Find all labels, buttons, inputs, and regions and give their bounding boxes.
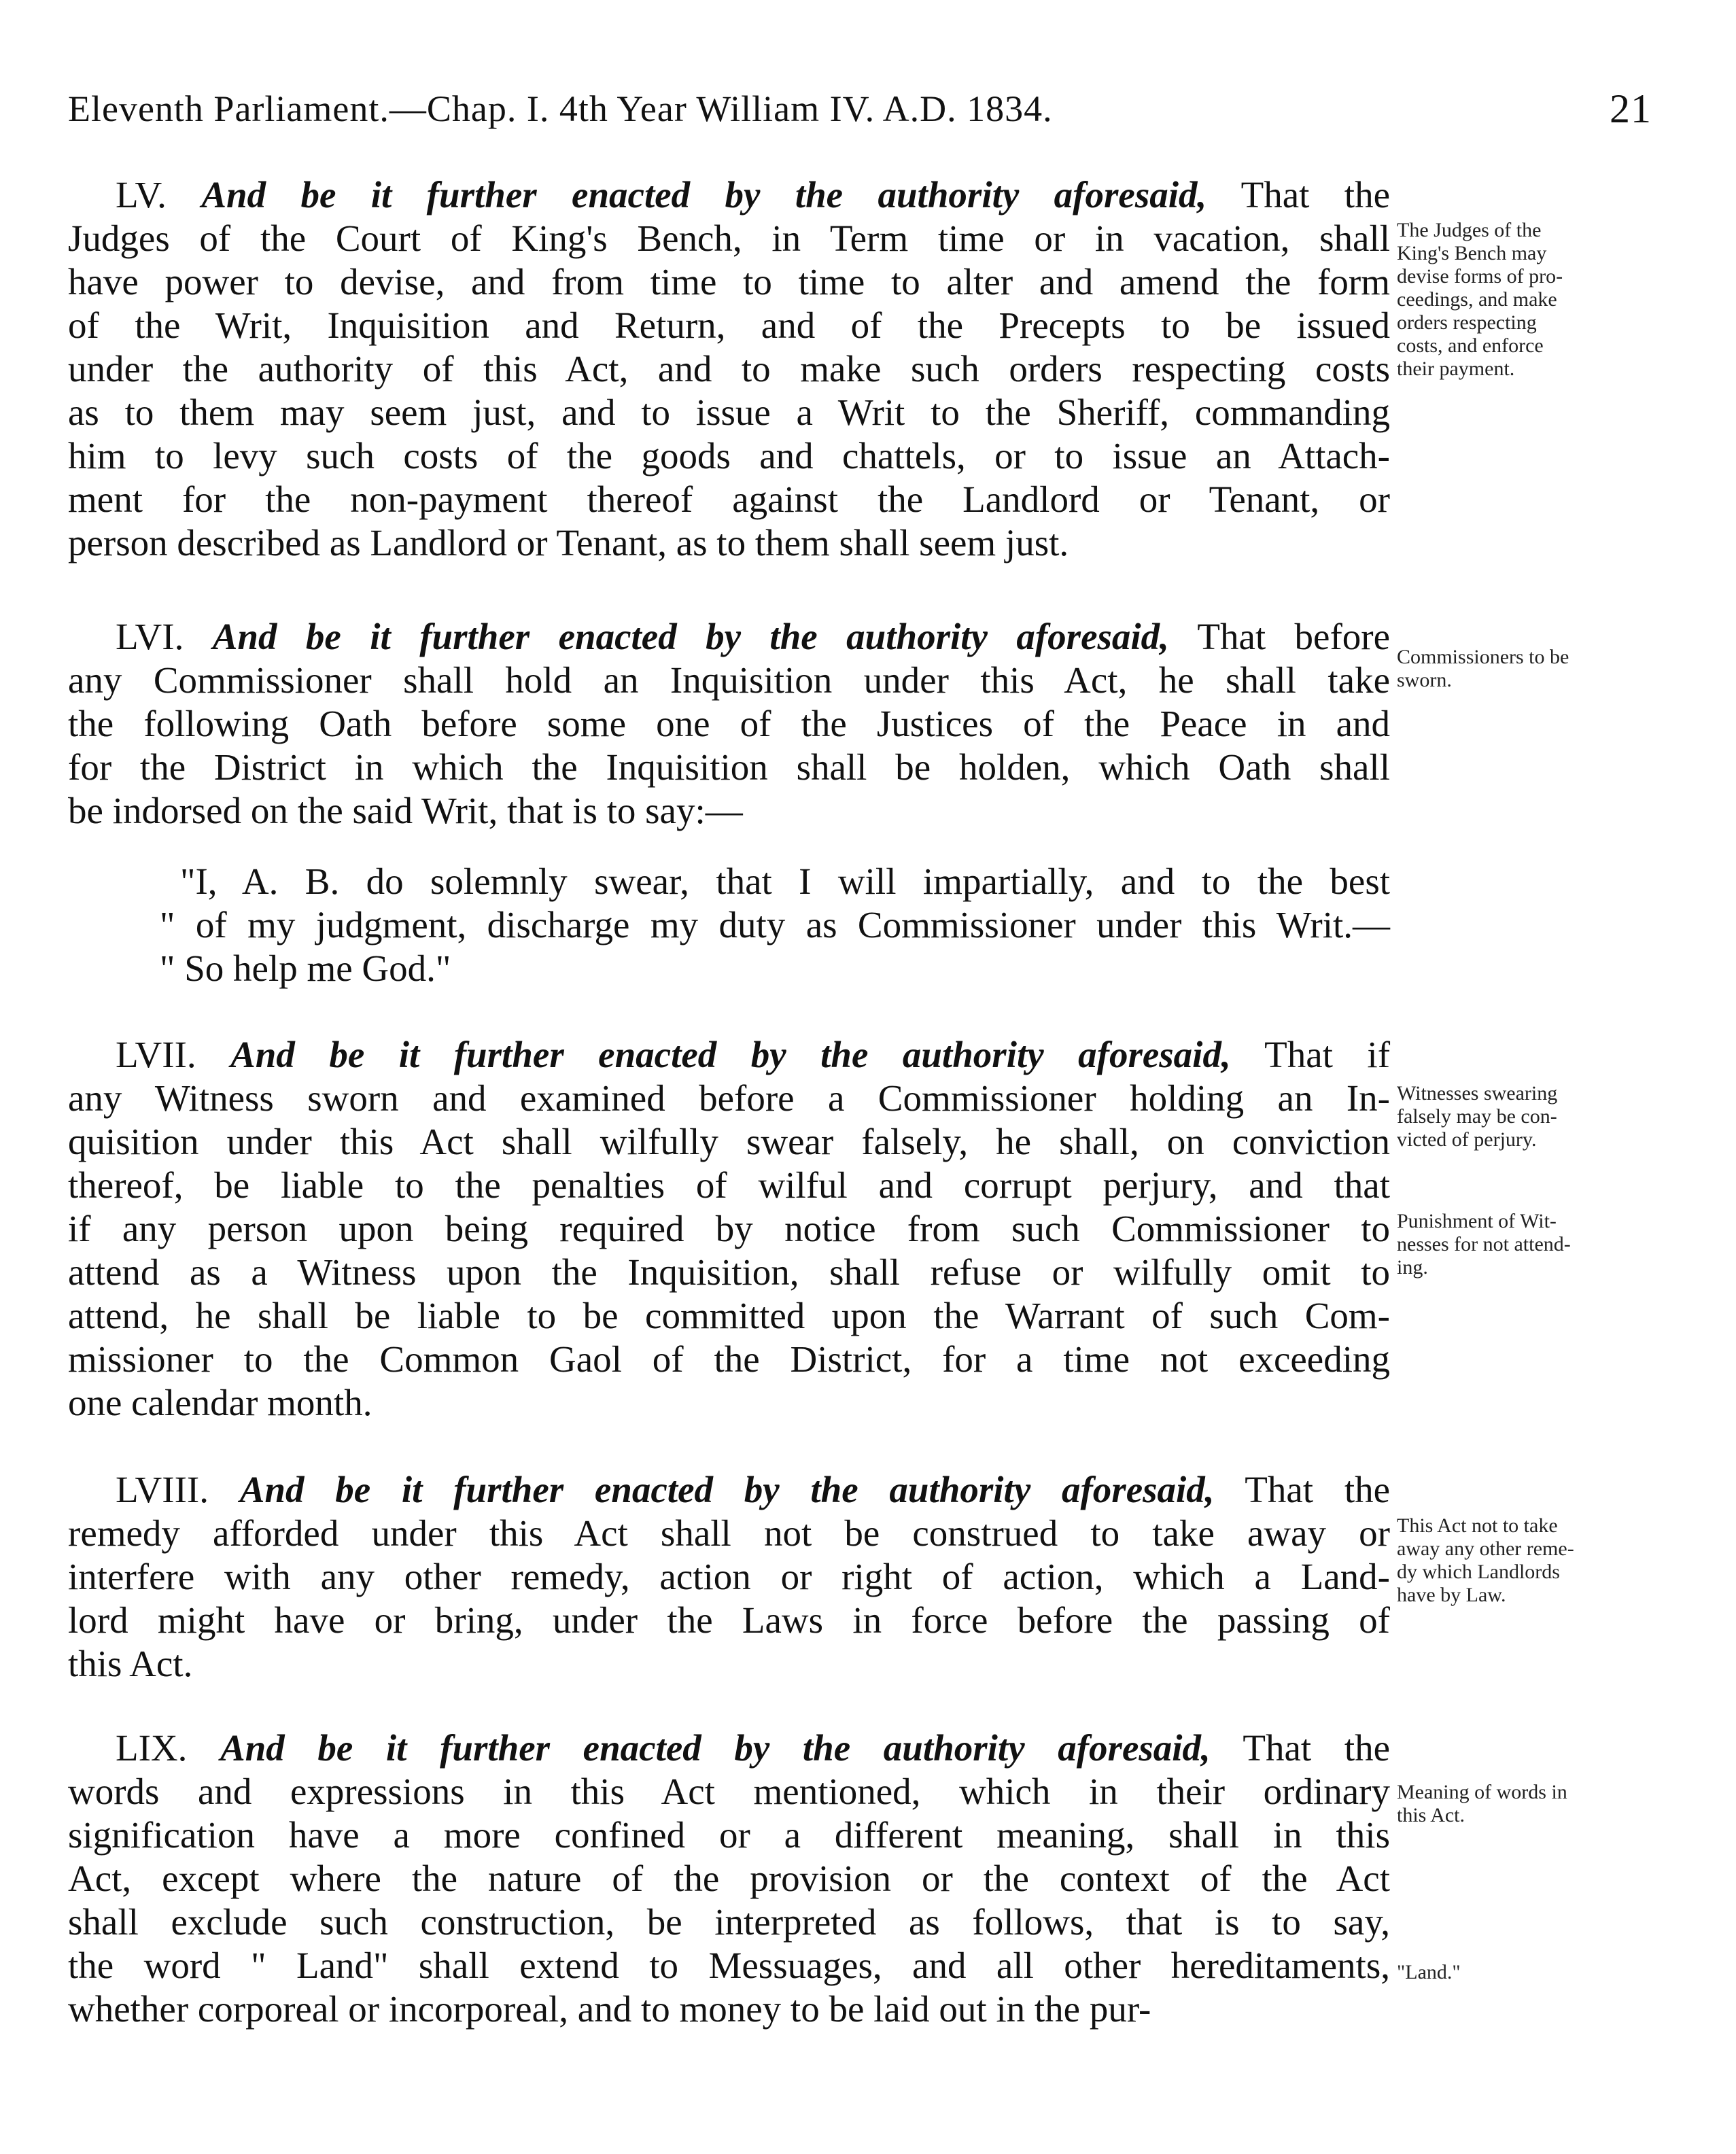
first-line-rest: That the <box>1243 1727 1391 1769</box>
text-line: ment for the non-payment thereof against the Landlord or Tenant, or <box>68 479 1390 520</box>
margin-note-line: King's Bench may <box>1397 242 1547 264</box>
text-line: Judges of the Court of King's Bench, in Term time or in vacation, shall <box>68 218 1390 259</box>
section-first-line <box>68 1468 1390 1512</box>
enacting-clause: And be it further enacted by the authority aforesaid, <box>220 1727 1211 1769</box>
page-number: 21 <box>1610 86 1652 131</box>
text-line: the following Oath before some one of the Justices of the Peace in and <box>68 703 1390 744</box>
section-first-line <box>68 1726 1390 1770</box>
text-line: person described as Landlord or Tenant, as to them shall seem just. <box>68 522 1069 563</box>
first-line-rest: That before <box>1197 616 1391 657</box>
section-number: LVI. <box>116 616 184 657</box>
margin-note-line: This Act not to take <box>1397 1514 1558 1537</box>
text-line: if any person upon being required by notice from such Commissioner to <box>68 1208 1390 1249</box>
text-line: him to levy such costs of the goods and chattels, or to issue an Attach- <box>68 435 1390 476</box>
text-line: as to them may seem just, and to issue a Writ to the Sheriff, commanding <box>68 392 1390 433</box>
enacting-clause: And be it further enacted by the authority aforesaid, <box>230 1034 1231 1075</box>
text-line: one calendar month. <box>68 1382 372 1423</box>
text-line: missioner to the Common Gaol of the District, for a time not exceeding <box>68 1338 1390 1380</box>
first-line-rest: That if <box>1264 1034 1391 1075</box>
text-line: for the District in which the Inquisition shall be holden, which Oath shall <box>68 746 1390 788</box>
margin-note-witnesses-perjury <box>1397 1082 1655 1151</box>
margin-note-line: ing. <box>1397 1256 1428 1279</box>
section-first-line <box>68 615 1390 659</box>
section-number: LIX. <box>116 1727 188 1769</box>
section-lix <box>68 1726 1390 2031</box>
oath-block <box>68 860 1390 990</box>
section-number: LV. <box>116 174 167 215</box>
margin-note-line: away any other reme- <box>1397 1538 1574 1560</box>
text-line: shall exclude such construction, be interpreted as follows, that is to say, <box>68 1901 1390 1943</box>
margin-note-witness-punishment <box>1397 1210 1655 1279</box>
text-line: whether corporeal or incorporeal, and to money to be laid out in the pur- <box>68 1988 1151 2030</box>
margin-note-line: orders respecting <box>1397 311 1537 334</box>
margin-note-line: "Land." <box>1397 1961 1461 1983</box>
section-lviii <box>68 1468 1390 1686</box>
margin-note-line: their payment. <box>1397 358 1515 380</box>
margin-note-line: sworn. <box>1397 669 1452 691</box>
section-first-line <box>68 1033 1390 1077</box>
text-line: attend as a Witness upon the Inquisition, shall refuse or wilfully omit to <box>68 1251 1390 1293</box>
margin-note-land <box>1397 1961 1655 1984</box>
first-line-rest: That the <box>1240 174 1390 215</box>
running-title: Eleventh Parliament.—Chap. I. 4th Year William IV. A.D. 1834. <box>68 88 1053 129</box>
margin-note-line: this Act. <box>1397 1804 1465 1826</box>
margin-note-line: costs, and enforce <box>1397 334 1544 357</box>
margin-note-line: have by Law. <box>1397 1584 1506 1606</box>
text-line: under the authority of this Act, and to make such orders respecting costs <box>68 348 1390 389</box>
margin-note-judges-forms <box>1397 219 1655 381</box>
oath-line: "I, A. B. do solemnly swear, that I will impartially, and to the best <box>180 861 1390 902</box>
text-line: words and expressions in this Act mentioned, which in their ordinary <box>68 1771 1390 1812</box>
section-lvii <box>68 1033 1390 1425</box>
margin-note-line: Meaning of words in <box>1397 1781 1567 1803</box>
text-line: be indorsed on the said Writ, that is to say:— <box>68 790 743 831</box>
margin-note-meaning-of-words <box>1397 1781 1655 1827</box>
enacting-clause: And be it further enacted by the authority aforesaid, <box>212 616 1169 657</box>
margin-note-line: The Judges of the <box>1397 219 1542 241</box>
margin-note-line: victed of perjury. <box>1397 1128 1537 1151</box>
margin-note-line: falsely may be con- <box>1397 1105 1557 1128</box>
text-line: this Act. <box>68 1643 193 1684</box>
margin-note-line: nesses for not attend- <box>1397 1233 1571 1255</box>
text-line: remedy afforded under this Act shall not be construed to take away or <box>68 1512 1390 1554</box>
oath-line: " So help me God." <box>160 948 451 989</box>
margin-note-line: dy which Landlords <box>1397 1561 1560 1583</box>
section-number: LVIII. <box>116 1469 209 1510</box>
margin-note-other-remedies <box>1397 1514 1655 1607</box>
text-line: Act, except where the nature of the provision or the context of the Act <box>68 1858 1390 1899</box>
text-line: have power to devise, and from time to time to alter and amend the form <box>68 261 1390 302</box>
enacting-clause: And be it further enacted by the authority aforesaid, <box>239 1469 1215 1510</box>
text-line: the word " Land" shall extend to Messuages, and all other hereditaments, <box>68 1945 1390 1986</box>
margin-note-commissioners-sworn <box>1397 646 1655 692</box>
text-line: lord might have or bring, under the Laws in force before the passing of <box>68 1599 1390 1641</box>
section-lvi <box>68 615 1390 833</box>
margin-note-line: Punishment of Wit- <box>1397 1210 1557 1232</box>
text-line: any Witness sworn and examined before a Commissioner holding an In- <box>68 1077 1390 1119</box>
text-line: any Commissioner shall hold an Inquisition under this Act, he shall take <box>68 659 1390 701</box>
margin-note-line: devise forms of pro- <box>1397 265 1563 288</box>
text-line: signification have a more confined or a different meaning, shall in this <box>68 1814 1390 1856</box>
section-first-line <box>68 173 1390 217</box>
text-line: of the Writ, Inquisition and Return, and of the Precepts to be issued <box>68 305 1390 346</box>
margin-note-line: Witnesses swearing <box>1397 1082 1558 1105</box>
margin-note-line: ceedings, and make <box>1397 288 1557 311</box>
text-line: interfere with any other remedy, action or right of action, which a Land- <box>68 1556 1390 1597</box>
section-number: LVII. <box>116 1034 196 1075</box>
text-line: thereof, be liable to the penalties of wilful and corrupt perjury, and that <box>68 1164 1390 1206</box>
oath-line: " of my judgment, discharge my duty as Commissioner under this Writ.— <box>160 904 1390 945</box>
first-line-rest: That the <box>1245 1469 1391 1510</box>
enacting-clause: And be it further enacted by the authority aforesaid, <box>201 174 1207 215</box>
text-line: attend, he shall be liable to be committed upon the Warrant of such Com- <box>68 1295 1390 1336</box>
margin-note-line: Commissioners to be <box>1397 646 1569 668</box>
section-lv <box>68 173 1390 565</box>
text-line: quisition under this Act shall wilfully swear falsely, he shall, on conviction <box>68 1121 1390 1162</box>
running-header <box>68 82 1652 136</box>
